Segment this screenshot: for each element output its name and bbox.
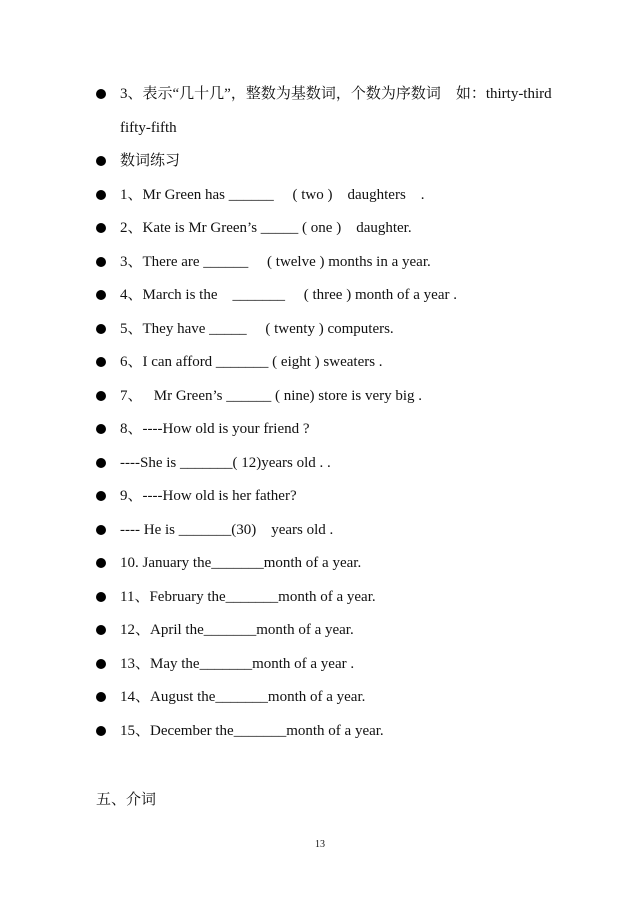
list-item-text: 3、There are ______ ( twelve ) months in a year. <box>120 254 431 270</box>
bullet-icon <box>96 324 106 334</box>
list-item-text: 15、December the_______month of a year. <box>120 723 384 739</box>
list-item-text: 1、Mr Green has ______ ( two ) daughters . <box>120 187 425 203</box>
list-item-text: 9、----How old is her father? <box>120 488 297 504</box>
list-item <box>96 654 596 674</box>
list-item <box>96 218 596 238</box>
list-item-text: 3、表示“几十几”，整数为基数词，个数为序数词 如：thirty-third <box>120 86 552 102</box>
bullet-icon <box>96 391 106 401</box>
list-item-text: 11、February the_______month of a year. <box>120 589 376 605</box>
bullet-icon <box>96 625 106 635</box>
list-item-text: 13、May the_______month of a year . <box>120 656 355 672</box>
list-item <box>96 520 596 540</box>
list-item <box>96 587 596 607</box>
list-item-text: 14、August the_______month of a year. <box>120 689 366 705</box>
list-item <box>96 553 596 573</box>
bullet-icon <box>96 592 106 602</box>
list-item <box>96 419 596 439</box>
bullet-icon <box>96 659 106 669</box>
list-item-text: 数词练习 <box>120 153 181 169</box>
bullet-icon <box>96 257 106 267</box>
list-item <box>96 285 596 305</box>
bullet-icon <box>96 726 106 736</box>
list-item <box>96 687 596 707</box>
bullet-icon <box>96 525 106 535</box>
list-item-text: 8、----How old is your friend ? <box>120 421 310 437</box>
bullet-icon <box>96 692 106 702</box>
list-item-text: 7、 Mr Green’s ______ ( nine) store is very big . <box>120 388 423 404</box>
list-item <box>96 486 596 506</box>
list-item <box>96 352 596 372</box>
bullet-icon <box>96 458 106 468</box>
list-item <box>96 319 596 339</box>
list-item <box>96 386 596 406</box>
list-item-text: 4、March is the _______ ( three ) month of a year . <box>120 287 457 303</box>
list-item-text: ----She is _______( 12)years old . . <box>120 455 331 471</box>
list-item-text: 5、They have _____ ( twenty ) computers. <box>120 321 394 337</box>
section-heading: 五、介词 <box>96 792 157 808</box>
bullet-icon <box>96 357 106 367</box>
list-item <box>96 620 596 640</box>
list-item-text: 2、Kate is Mr Green’s _____ ( one ) daughter. <box>120 220 412 236</box>
list-item-text: 12、April the_______month of a year. <box>120 622 354 638</box>
bullet-icon <box>96 89 106 99</box>
list-item <box>96 151 596 171</box>
bullet-icon <box>96 190 106 200</box>
bullet-icon <box>96 156 106 166</box>
list-item-text: 10. January the_______month of a year. <box>120 555 362 571</box>
bullet-icon <box>96 491 106 501</box>
page-number: 13 <box>315 839 325 850</box>
list-item <box>96 84 596 104</box>
list-item-text: 6、I can afford _______ ( eight ) sweaters . <box>120 354 383 370</box>
list-item <box>96 252 596 272</box>
list-item <box>96 721 596 741</box>
bullet-icon <box>96 424 106 434</box>
bullet-icon <box>96 223 106 233</box>
list-item <box>96 185 596 205</box>
bullet-icon <box>96 558 106 568</box>
list-item <box>96 453 596 473</box>
continuation-text: fifty-fifth <box>120 120 177 136</box>
bullet-icon <box>96 290 106 300</box>
list-item-text: ---- He is _______(30) years old . <box>120 522 334 538</box>
